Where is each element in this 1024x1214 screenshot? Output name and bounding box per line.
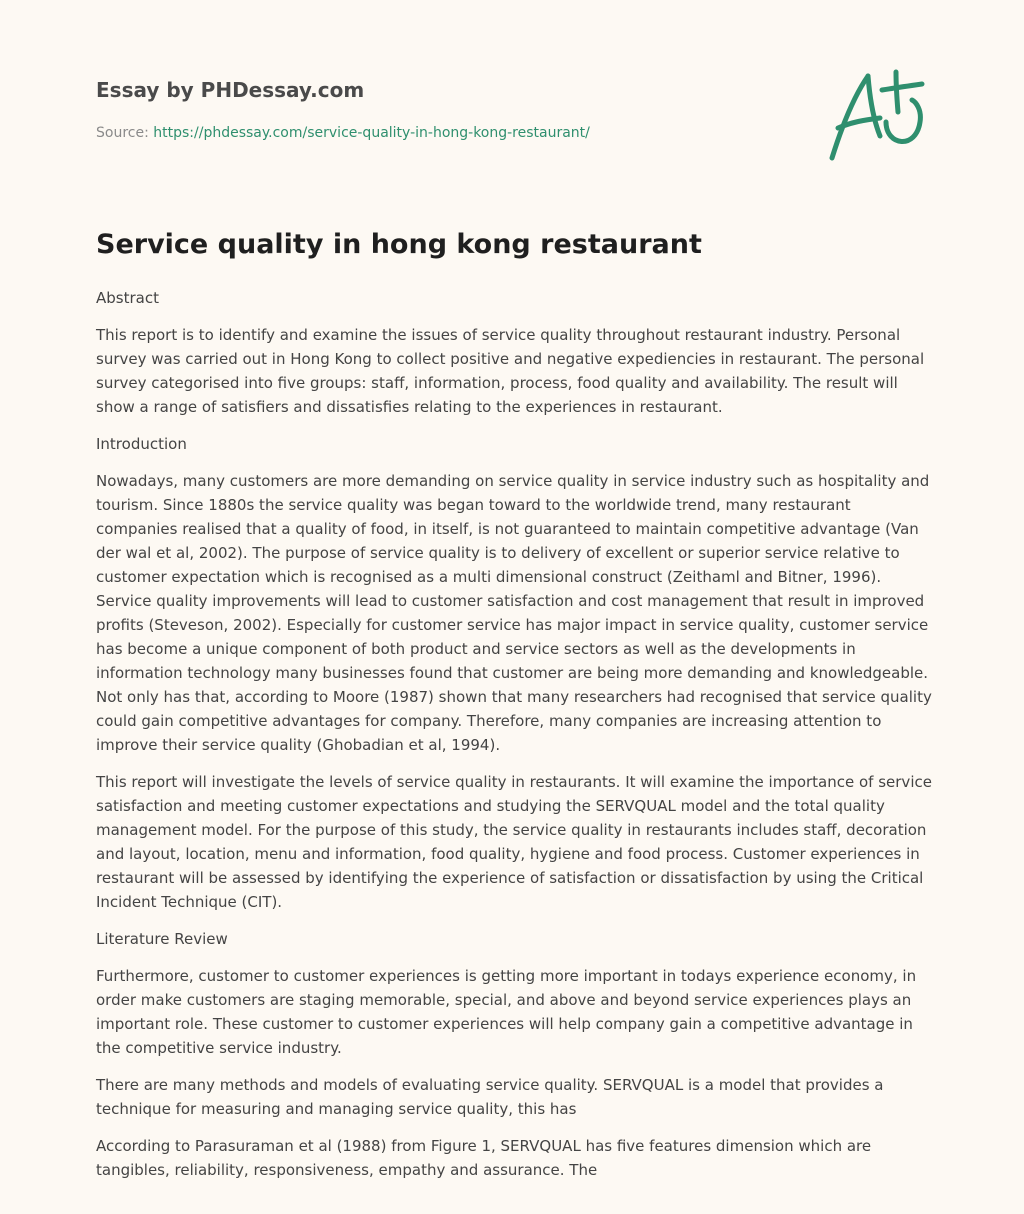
paragraph: This report is to identify and examine the issues of service quality throughout restaurant industry. Personal survey was carried out in Hong Kong to collect positive and negative expediencies in restaurant. The personal survey categorised into five groups: staff, information, process, food quality and availability. The result will show a range of satisfiers and dissatisfies relating to the experiences in restaurant.	[96, 326, 925, 416]
section-heading-literature-review: Literature Review	[96, 930, 228, 948]
source-link[interactable]: https://phdessay.com/service-quality-in-hong-kong-restaurant/	[153, 125, 590, 141]
paragraph: Furthermore, customer to customer experiences is getting more important in todays experience economy, in order make customers are staging memorable, special, and above and beyond service experiences plays an important role. These customer to customer experiences will help company gain a competitive advantage in the competitive service industry.	[96, 967, 917, 1057]
a-plus-logo-icon	[824, 66, 928, 166]
site-title: Essay by PHDessay.com	[96, 78, 365, 102]
section-heading-introduction: Introduction	[96, 435, 187, 453]
paragraph: According to Parasuraman et al (1988) from Figure 1, SERVQUAL has five features dimension which are tangibles, reliability, responsiveness, empathy and assurance. The	[96, 1137, 872, 1179]
paragraph: Nowadays, many customers are more demanding on service quality in service industry such as hospitality and tourism. Since 1880s the service quality was began toward to the worldwide trend, many restaurant companies realised that a quality of food, in itself, is not guaranteed to maintain competitive advantage (Van der wal et al, 2002). The purpose of service quality is to delivery of excellent or superior service relative to customer expectation which is recognised as a multi dimensional construct (Zeithaml and Bitner, 1996). Service quality improvements will lead to customer satisfaction and cost management that result in improved profits (Steveson, 2002). Especially for customer service has major impact in service quality, customer service has become a unique component of both product and service sectors as well as the developments in information technology many businesses found that customer are being more demanding and knowledgeable. Not only has that, according to Moore (1987) shown that many researchers had recognised that service quality could gain competitive advantages for company. Therefore, many companies are increasing attention to improve their service quality (Ghobadian et al, 1994).	[96, 472, 932, 754]
section-heading-abstract: Abstract	[96, 289, 159, 307]
paragraph: This report will investigate the levels of service quality in restaurants. It will examine the importance of service satisfaction and meeting customer expectations and studying the SERVQUAL model and the total quality management model. For the purpose of this study, the service quality in restaurants includes staff, decoration and layout, location, menu and information, food quality, hygiene and food process. Customer experiences in restaurant will be assessed by identifying the experience of satisfaction or dissatisfaction by using the Critical Incident Technique (CIT).	[96, 773, 932, 911]
paragraph: There are many methods and models of evaluating service quality. SERVQUAL is a model that provides a technique for measuring and managing service quality, this has	[96, 1076, 884, 1118]
site-header	[96, 76, 936, 176]
source-label: Source:	[96, 125, 154, 141]
source-line	[96, 124, 590, 142]
essay-content	[96, 226, 932, 1195]
essay-title: Service quality in hong kong restaurant	[96, 229, 702, 260]
